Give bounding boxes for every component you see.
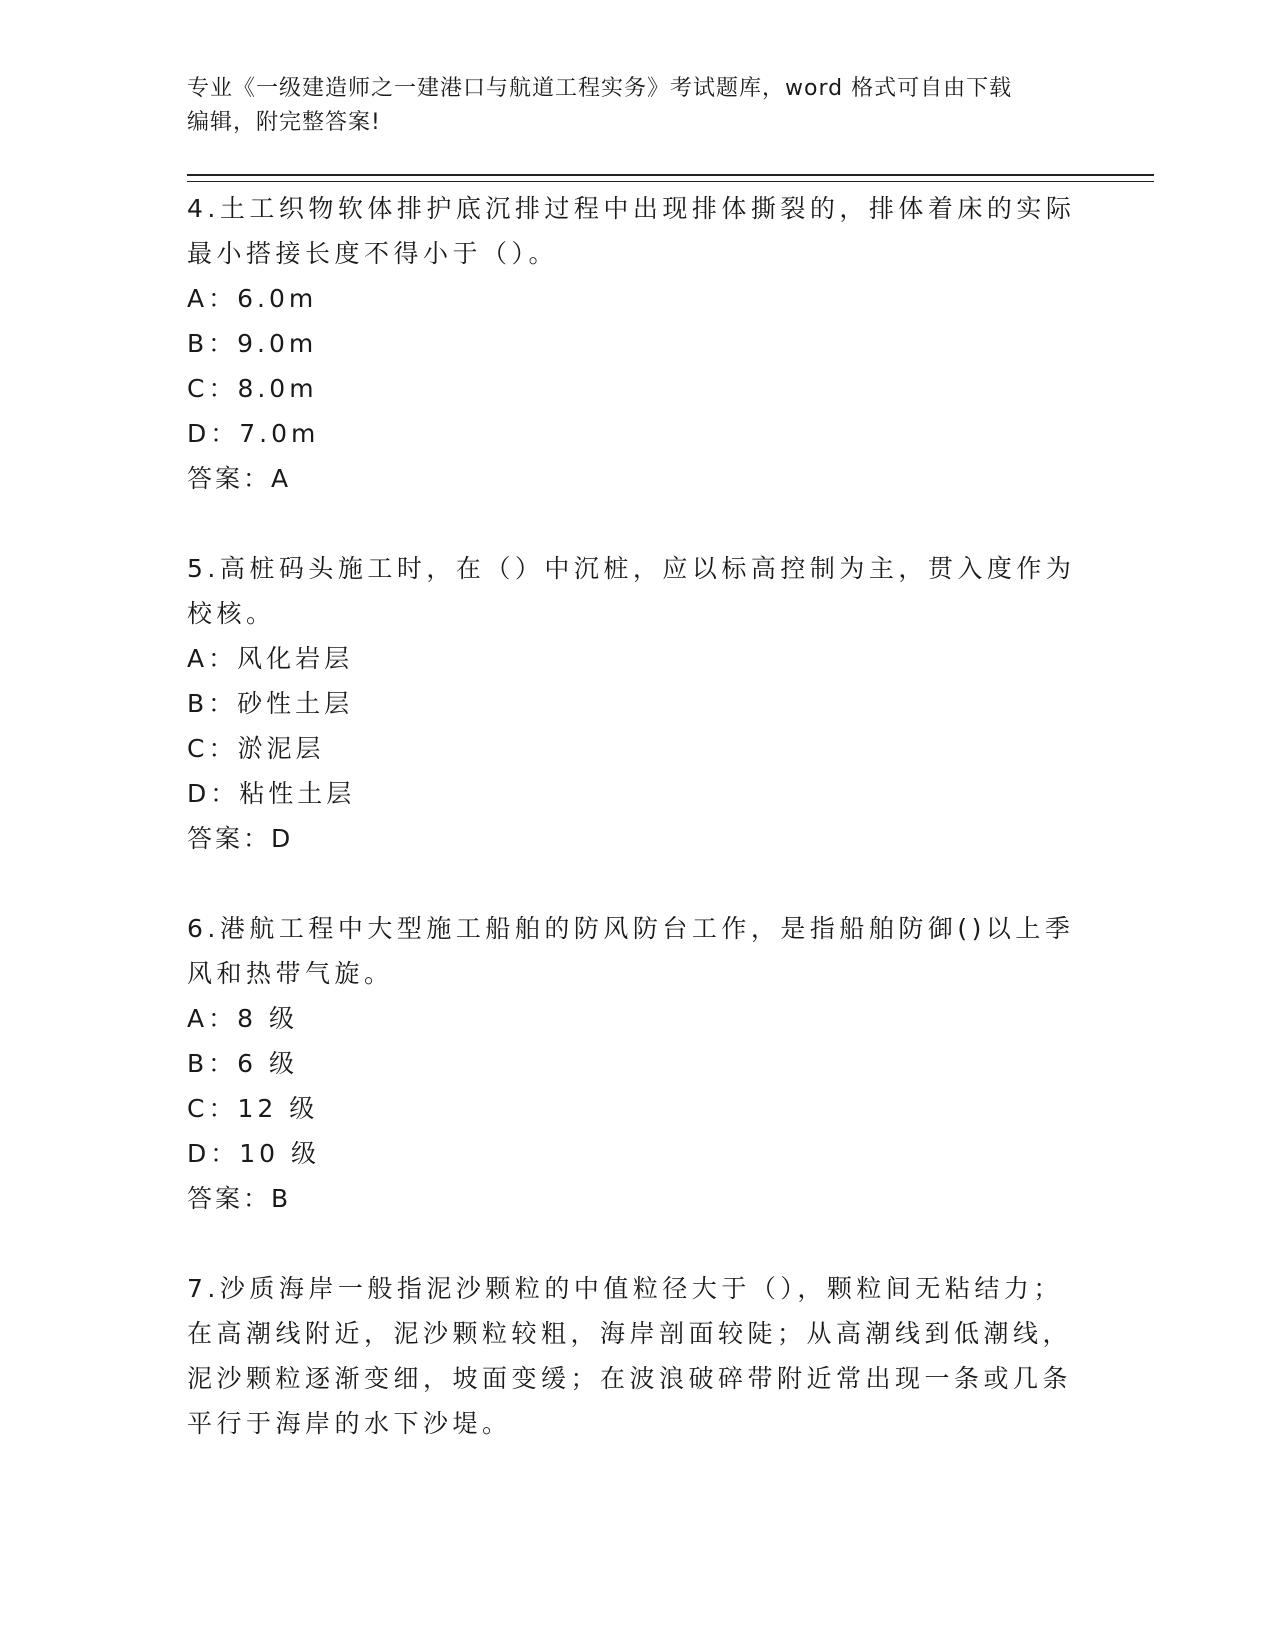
question-text-line: 5.高桩码头施工时，在（）中沉桩，应以标高控制为主，贯入度作为 [187, 554, 1076, 583]
option-d: D：粘性土层 [187, 779, 356, 808]
question-text-line: 最小搭接长度不得小于（）。 [187, 239, 559, 268]
answer-label: 答案： [187, 824, 272, 853]
question-4 [187, 186, 1087, 501]
question-spacer [187, 861, 1087, 906]
option-c: C：淤泥层 [187, 734, 325, 763]
answer-value: B [271, 1184, 289, 1213]
answer-label: 答案： [187, 464, 272, 493]
question-text-line: 在高潮线附近，泥沙颗粒较粗，海岸剖面较陡；从高潮线到低潮线， [187, 1319, 1073, 1348]
option-b: B：砂性土层 [187, 689, 354, 718]
option-c: C：8.0m [187, 374, 318, 403]
question-7 [187, 1266, 1087, 1446]
option-b: B：9.0m [187, 329, 318, 358]
document-header [187, 72, 1067, 140]
header-line-2: 编辑，附完整答案! [187, 110, 381, 135]
option-b: B：6 级 [187, 1049, 299, 1078]
question-spacer [187, 1221, 1087, 1266]
answer-line [187, 816, 1087, 861]
question-text-line: 6.港航工程中大型施工船舶的防风防台工作，是指船舶防御()以上季 [187, 914, 1075, 943]
option-d: D：10 级 [187, 1139, 321, 1168]
header-line-1: 专业《一级建造师之一建港口与航道工程实务》考试题库，word 格式可自由下载 [187, 76, 1013, 101]
question-text-line: 7.沙质海岸一般指泥沙颗粒的中值粒径大于（），颗粒间无粘结力； [187, 1274, 1063, 1303]
question-text-line: 校核。 [187, 599, 276, 628]
question-text-line: 平行于海岸的水下沙堤。 [187, 1409, 512, 1438]
option-a: A：6.0m [187, 284, 318, 313]
answer-label: 答案： [187, 1184, 272, 1213]
option-c: C：12 级 [187, 1094, 319, 1123]
answer-value: D [271, 824, 291, 853]
answer-value: A [271, 464, 289, 493]
option-a: A：风化岩层 [187, 644, 354, 673]
question-text-line: 泥沙颗粒逐渐变细，坡面变缓；在波浪破碎带附近常出现一条或几条 [187, 1364, 1073, 1393]
header-divider-top [187, 174, 1154, 176]
question-text-line: 4.土工织物软体排护底沉排过程中出现排体撕裂的，排体着床的实际 [187, 194, 1076, 223]
header-divider-bottom [187, 181, 1154, 182]
question-list [187, 186, 1087, 1446]
question-text-line: 风和热带气旋。 [187, 959, 394, 988]
answer-line [187, 456, 1087, 501]
option-a: A：8 级 [187, 1004, 298, 1033]
answer-line [187, 1176, 1087, 1221]
option-d: D：7.0m [187, 419, 320, 448]
question-6 [187, 906, 1087, 1221]
question-5 [187, 546, 1087, 861]
question-spacer [187, 501, 1087, 546]
